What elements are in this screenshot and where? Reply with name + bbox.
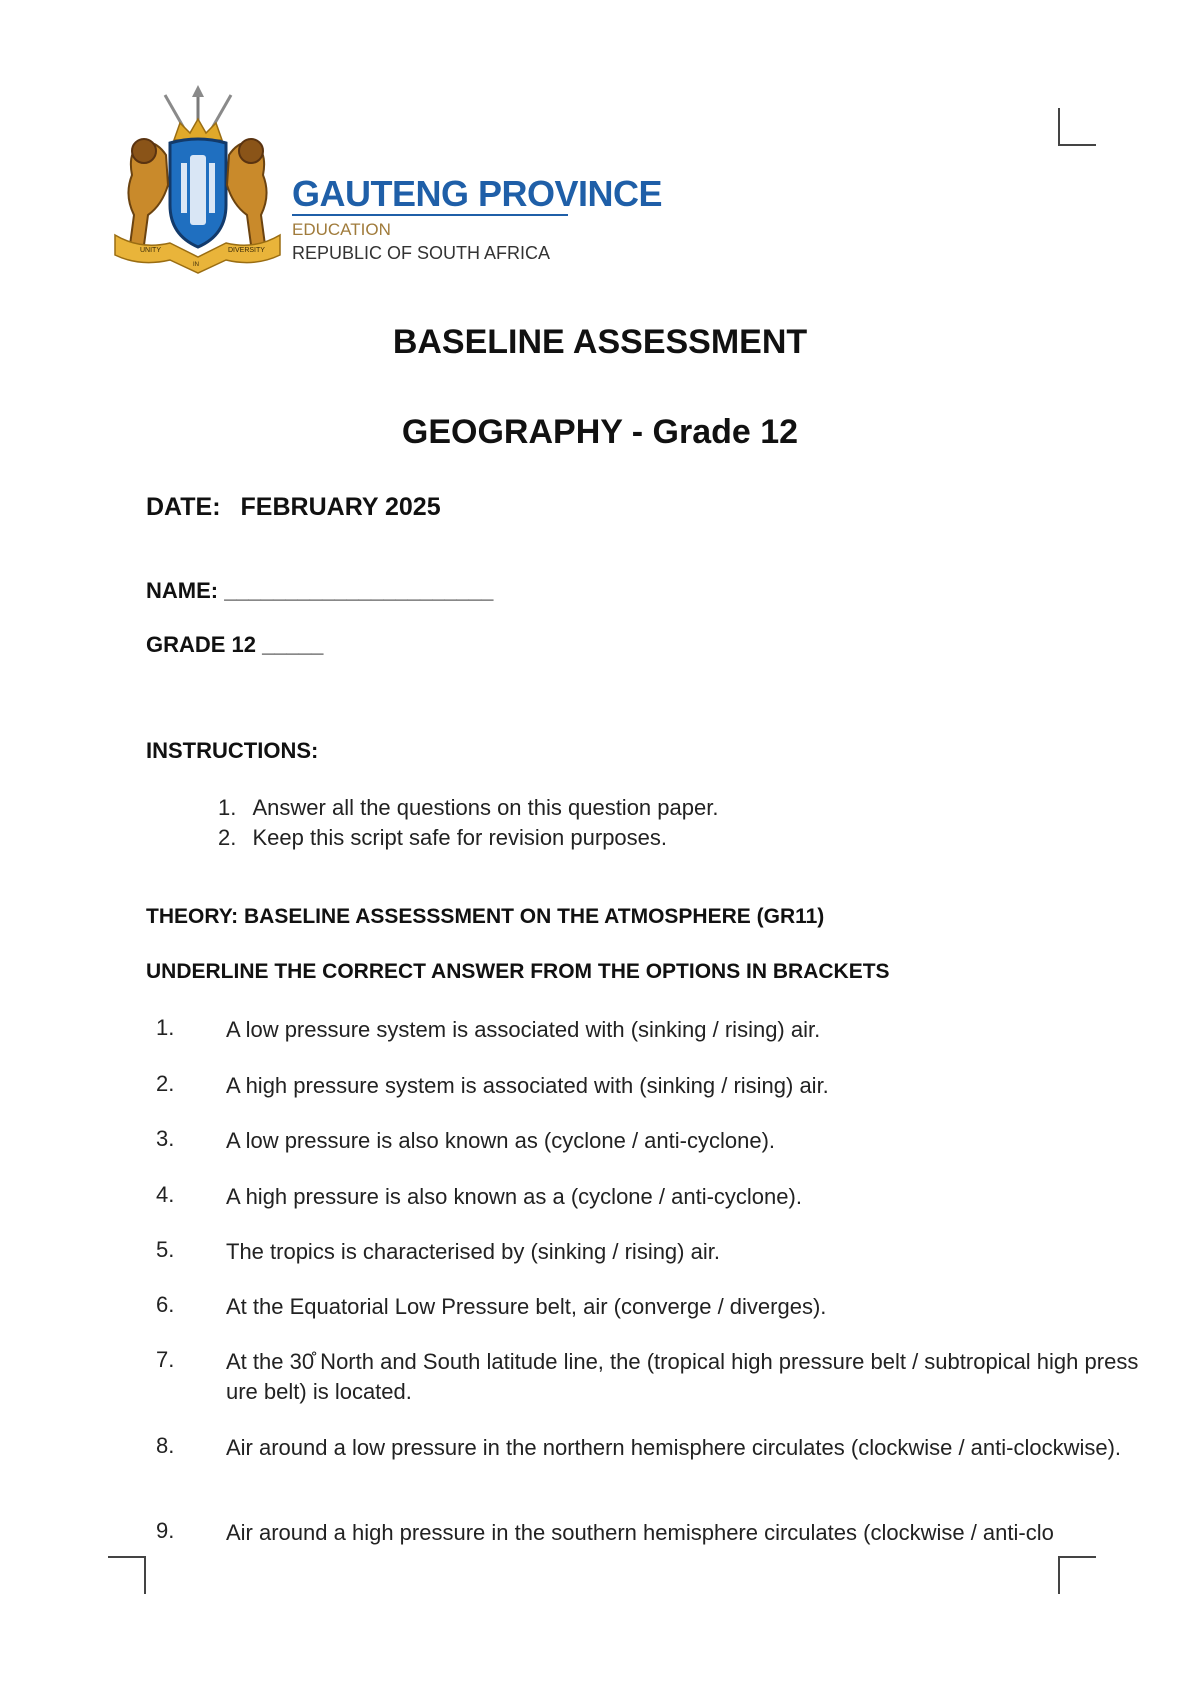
brand-department: EDUCATION: [292, 220, 391, 239]
instruction-text: Keep this script safe for revision purposes.: [252, 825, 668, 850]
instructions-heading: INSTRUCTIONS:: [146, 738, 319, 763]
question-number: 8.: [156, 1433, 175, 1458]
gauteng-logo: [110, 85, 663, 275]
name-field: NAME: ______________________: [146, 578, 494, 603]
brand-title: GAUTENG PROVINCE: [292, 173, 663, 214]
question-number: 2.: [156, 1071, 175, 1096]
section-directive: UNDERLINE THE CORRECT ANSWER FROM THE OPTIONS IN BRACKETS: [146, 960, 890, 983]
instruction-number: 2.: [218, 825, 237, 850]
question-number: 6.: [156, 1292, 175, 1317]
section-heading: THEORY: BASELINE ASSESSSMENT ON THE ATMOSPHERE (GR11): [146, 905, 825, 928]
svg-text:UNITY: UNITY: [140, 247, 161, 254]
svg-text:DIVERSITY: DIVERSITY: [228, 247, 265, 254]
question-number: 1.: [156, 1015, 175, 1040]
coat-of-arms-icon: [110, 85, 285, 275]
document-subject: GEOGRAPHY - Grade 12: [401, 413, 799, 451]
svg-text:IN: IN: [193, 262, 199, 268]
question-number: 9.: [156, 1518, 175, 1543]
document-title: BASELINE ASSESSMENT: [392, 323, 808, 361]
instruction-item: [218, 795, 718, 821]
instruction-text: Answer all the questions on this question paper.: [252, 795, 719, 820]
date-line: [146, 493, 441, 522]
date-value: FEBRUARY 2025: [240, 493, 441, 521]
question-number: 7.: [156, 1347, 175, 1372]
question-text: Air around a low pressure in the northern hemisphere circulates (clockwise / anti-clockwise).: [226, 1435, 1122, 1460]
crop-mark-bottom-right: [1058, 1556, 1096, 1594]
date-label: DATE:: [146, 493, 221, 521]
question-text: Air around a high pressure in the southern hemisphere circulates (clockwise / anti-clo: [226, 1520, 1054, 1545]
question-text: At the Equatorial Low Pressure belt, air (converge / diverges).: [226, 1294, 827, 1319]
question-number: 4.: [156, 1182, 175, 1207]
question-text: A low pressure system is associated with (sinking / rising) air.: [226, 1017, 821, 1042]
question-number: 3.: [156, 1126, 175, 1151]
question-text: A high pressure is also known as a (cyclone / anti-cyclone).: [226, 1184, 802, 1209]
brand-country: REPUBLIC OF SOUTH AFRICA: [292, 243, 551, 263]
grade-field: GRADE 12 _____: [146, 632, 324, 657]
question-text: A low pressure is also known as (cyclone / anti-cyclone).: [226, 1128, 776, 1153]
question-number: 5.: [156, 1237, 175, 1262]
brand-underline: [292, 214, 568, 216]
instruction-number: 1.: [218, 795, 237, 820]
question-text: The tropics is characterised by (sinking / rising) air.: [226, 1239, 720, 1264]
instruction-item: [218, 825, 667, 851]
crop-mark-bottom-left: [108, 1556, 146, 1594]
crop-mark-top-right: [1058, 108, 1096, 146]
question-text: A high pressure system is associated with (sinking / rising) air.: [226, 1073, 829, 1098]
question-text: At the 30̊ North and South latitude line, the (tropical high pressure belt / subtropical high pressure belt) is located.: [226, 1349, 1139, 1404]
